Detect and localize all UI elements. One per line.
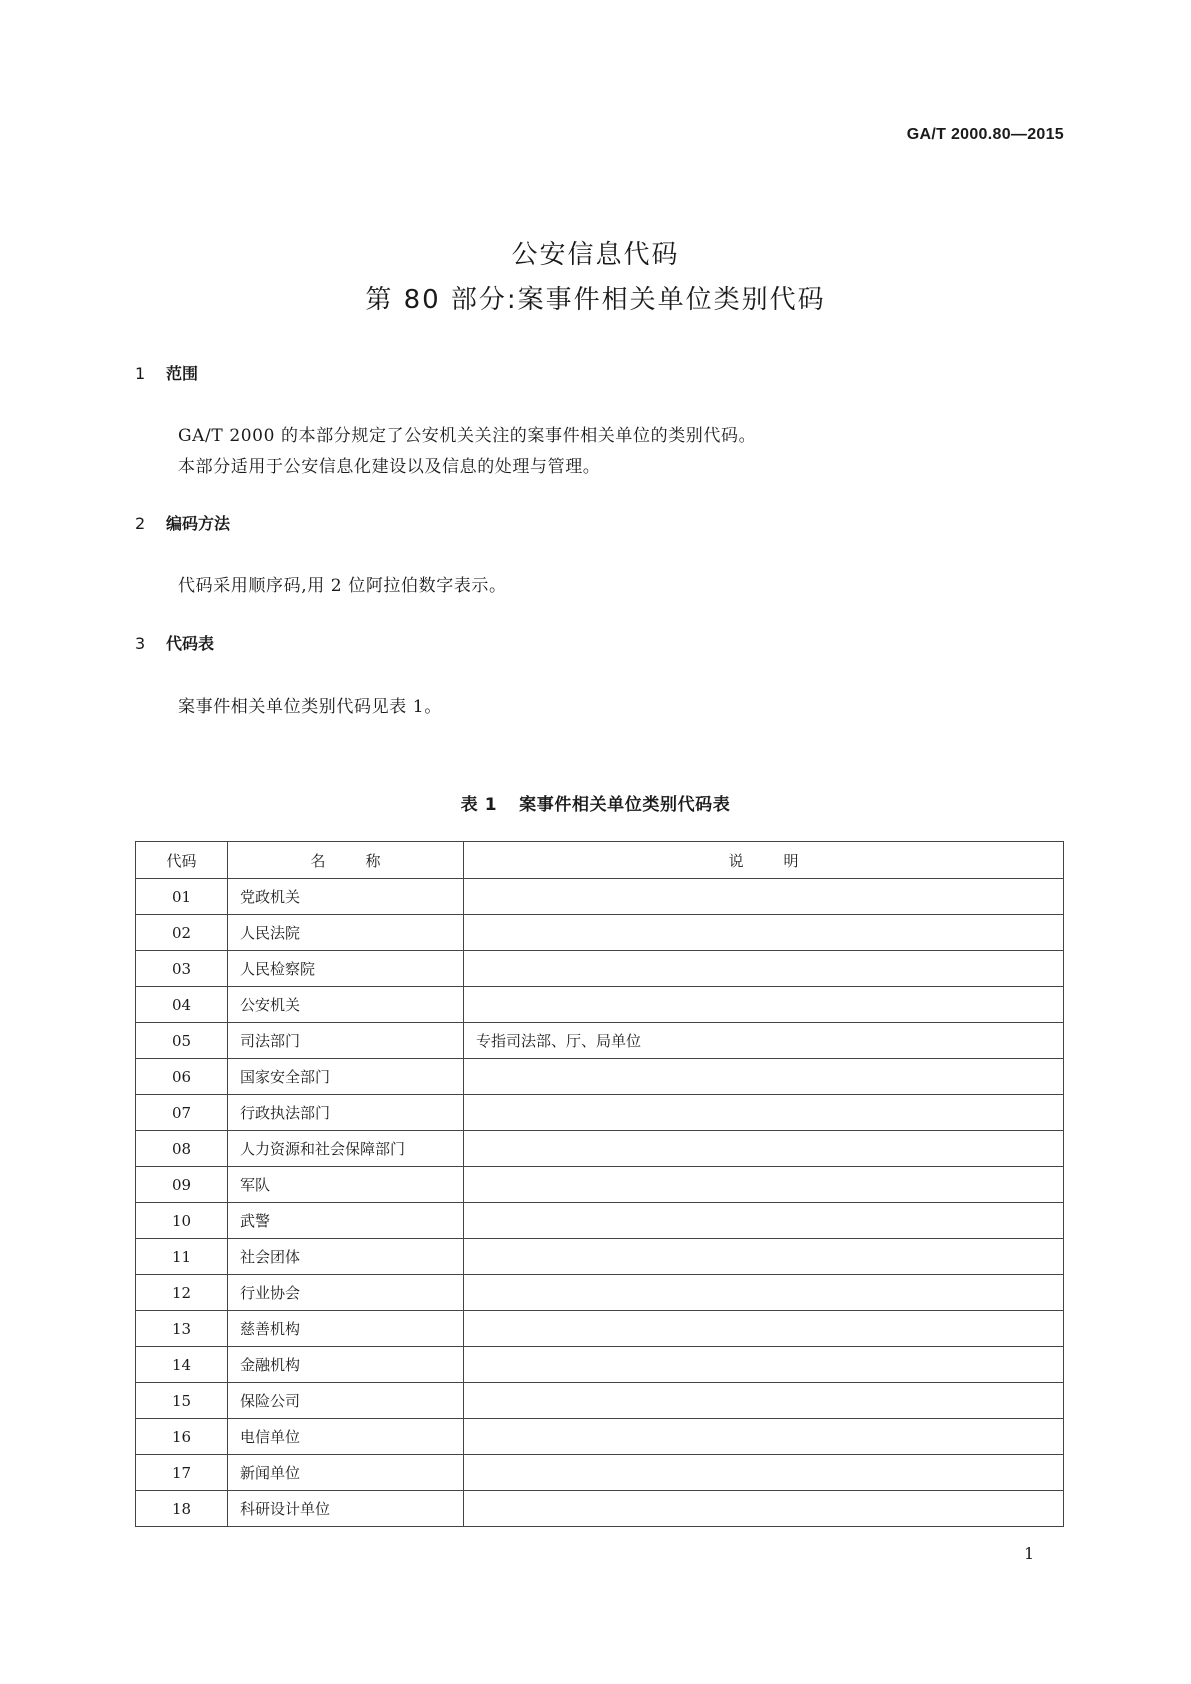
row-code: 04 — [136, 987, 228, 1023]
row-description — [464, 1059, 1064, 1095]
table-row — [136, 1059, 1064, 1095]
encoding-paragraph: 代码采用顺序码,用 2 位阿拉伯数字表示。 — [178, 576, 507, 596]
row-code: 14 — [136, 1347, 228, 1383]
row-code: 18 — [136, 1491, 228, 1527]
scope-paragraph-1: GA/T 2000 的本部分规定了公安机关关注的案事件相关单位的类别代码。 — [178, 426, 757, 446]
row-name: 社会团体 — [228, 1239, 464, 1275]
header-code: 代码 — [136, 842, 228, 879]
row-name: 行政执法部门 — [228, 1095, 464, 1131]
row-name: 保险公司 — [228, 1383, 464, 1419]
document-subtitle: 第 80 部分:案事件相关单位类别代码 — [365, 285, 826, 315]
section-heading-encoding — [135, 511, 230, 534]
row-description — [464, 879, 1064, 915]
row-description — [464, 915, 1064, 951]
row-description: 专指司法部、厅、局单位 — [464, 1023, 1064, 1059]
row-description — [464, 1239, 1064, 1275]
table-row — [136, 1239, 1064, 1275]
row-description — [464, 1311, 1064, 1347]
section-number: 2 — [135, 514, 146, 533]
row-code: 13 — [136, 1311, 228, 1347]
row-name: 司法部门 — [228, 1023, 464, 1059]
row-name: 行业协会 — [228, 1275, 464, 1311]
row-code: 06 — [136, 1059, 228, 1095]
row-code: 16 — [136, 1419, 228, 1455]
scope-paragraph-2: 本部分适用于公安信息化建设以及信息的处理与管理。 — [178, 457, 601, 477]
table-row — [136, 1347, 1064, 1383]
table-row — [136, 1275, 1064, 1311]
document-title: 公安信息代码 — [511, 240, 680, 270]
row-description — [464, 1347, 1064, 1383]
table-row — [136, 951, 1064, 987]
row-name: 党政机关 — [228, 879, 464, 915]
row-description — [464, 1095, 1064, 1131]
row-description — [464, 1455, 1064, 1491]
row-code: 05 — [136, 1023, 228, 1059]
row-code: 09 — [136, 1167, 228, 1203]
row-description — [464, 1383, 1064, 1419]
row-description — [464, 1419, 1064, 1455]
row-code: 10 — [136, 1203, 228, 1239]
table-row — [136, 1491, 1064, 1527]
row-code: 11 — [136, 1239, 228, 1275]
table-row — [136, 1383, 1064, 1419]
row-name: 新闻单位 — [228, 1455, 464, 1491]
section-number: 1 — [135, 364, 146, 383]
row-name: 军队 — [228, 1167, 464, 1203]
table-caption-number: 表 1 — [460, 795, 498, 815]
row-code: 07 — [136, 1095, 228, 1131]
section-title: 范围 — [166, 364, 199, 383]
row-description — [464, 1167, 1064, 1203]
table-row — [136, 879, 1064, 915]
table-caption-title: 案事件相关单位类别代码表 — [519, 795, 731, 815]
row-name: 公安机关 — [228, 987, 464, 1023]
row-description — [464, 1203, 1064, 1239]
row-description — [464, 951, 1064, 987]
row-description — [464, 1491, 1064, 1527]
row-code: 02 — [136, 915, 228, 951]
row-name: 金融机构 — [228, 1347, 464, 1383]
row-name: 人民法院 — [228, 915, 464, 951]
table-row — [136, 1203, 1064, 1239]
row-name: 人力资源和社会保障部门 — [228, 1131, 464, 1167]
table-row — [136, 1311, 1064, 1347]
table-row — [136, 1167, 1064, 1203]
section-number: 3 — [135, 634, 146, 653]
row-name: 慈善机构 — [228, 1311, 464, 1347]
code-table-paragraph: 案事件相关单位类别代码见表 1。 — [178, 697, 442, 717]
table-row — [136, 915, 1064, 951]
row-code: 03 — [136, 951, 228, 987]
row-name: 人民检察院 — [228, 951, 464, 987]
row-name: 科研设计单位 — [228, 1491, 464, 1527]
row-description — [464, 987, 1064, 1023]
section-heading-scope — [135, 361, 198, 384]
section-title: 编码方法 — [166, 514, 231, 533]
row-code: 01 — [136, 879, 228, 915]
row-code: 17 — [136, 1455, 228, 1491]
row-description — [464, 1131, 1064, 1167]
section-title: 代码表 — [166, 634, 215, 653]
row-code: 08 — [136, 1131, 228, 1167]
table-header-row — [136, 842, 1064, 879]
table-caption — [0, 790, 1191, 815]
standard-number: GA/T 2000.80—2015 — [906, 126, 1064, 143]
row-name: 国家安全部门 — [228, 1059, 464, 1095]
table-row — [136, 1419, 1064, 1455]
table-body — [136, 879, 1064, 1527]
page-number: 1 — [1024, 1544, 1035, 1563]
row-name: 电信单位 — [228, 1419, 464, 1455]
header-description: 说明 — [464, 842, 1064, 879]
row-description — [464, 1275, 1064, 1311]
table-row — [136, 1131, 1064, 1167]
table-row — [136, 1095, 1064, 1131]
code-table — [135, 841, 1064, 1527]
table-row — [136, 1455, 1064, 1491]
row-code: 12 — [136, 1275, 228, 1311]
table-row — [136, 987, 1064, 1023]
row-code: 15 — [136, 1383, 228, 1419]
row-name: 武警 — [228, 1203, 464, 1239]
section-heading-code-table — [135, 631, 214, 654]
header-name: 名称 — [228, 842, 464, 879]
table-row — [136, 1023, 1064, 1059]
